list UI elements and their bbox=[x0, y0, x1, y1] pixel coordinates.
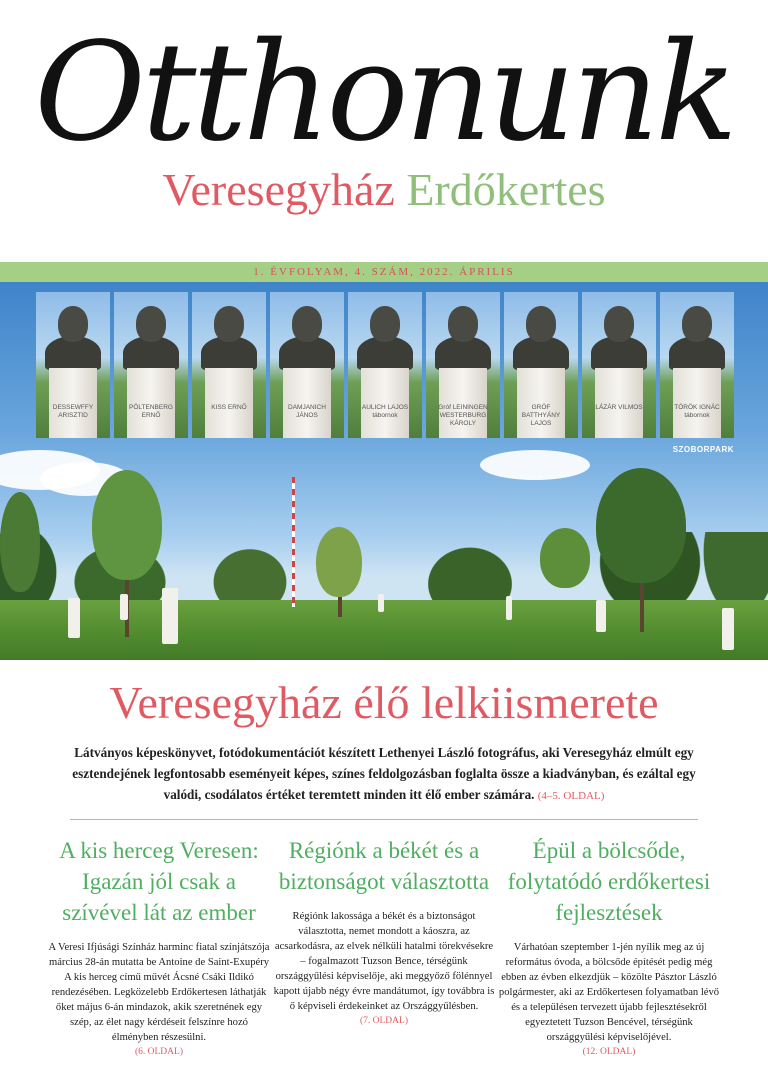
pedestal-post bbox=[506, 596, 512, 620]
lawn bbox=[0, 600, 768, 660]
tree bbox=[0, 492, 40, 592]
photo-caption-szoborpark: SZOBORPARK bbox=[672, 445, 734, 454]
bust-photo bbox=[192, 292, 266, 438]
tree bbox=[596, 468, 686, 583]
article-title: A kis herceg Veresen: Igazán jól csak a szívével lát az ember bbox=[59, 838, 259, 925]
bust-plaque: LÁZÁR VILMOS bbox=[595, 404, 643, 411]
pedestal-post bbox=[378, 594, 384, 612]
lead-page-ref: (4–5. OLDAL) bbox=[537, 790, 605, 802]
bust-plaque: Gróf LEININGEN WESTERBURG KÁROLY bbox=[438, 404, 488, 427]
subtitle-veresegyhaz: Veresegyház bbox=[162, 164, 395, 215]
bust-plaque: KISS ERNŐ bbox=[211, 404, 247, 411]
bust-pedestal bbox=[595, 368, 643, 438]
bust-head bbox=[370, 306, 400, 342]
tree bbox=[92, 470, 162, 580]
bust-photo bbox=[582, 292, 656, 438]
cover-photo bbox=[0, 282, 768, 660]
bust-pedestal bbox=[283, 368, 331, 438]
pedestal-post bbox=[120, 594, 128, 620]
pedestal-post bbox=[722, 608, 734, 650]
lead-paragraph bbox=[70, 742, 698, 807]
bust-head bbox=[682, 306, 712, 342]
bust-photo bbox=[348, 292, 422, 438]
article-column-2 bbox=[273, 835, 495, 1028]
bust-head bbox=[58, 306, 88, 342]
bust-plaque: AULICH LAJOS tábornok bbox=[361, 404, 409, 419]
bust-pedestal bbox=[673, 368, 721, 438]
article-page-ref: (7. OLDAL) bbox=[359, 1016, 408, 1026]
article-text: Várhatóan szeptember 1-jén nyílik meg az új református óvoda, a bölcsőde építését pedig még ebben az évben elkezdjük – közölte Pásztor László polgármester, aki az Erdőkertesen folyamatban lévő és a településen tervezett újabb fejlesztésekről egyeztetett Tuzson Bencével, térségünk országgyűlési képviselőjével. bbox=[498, 942, 720, 1043]
bust-photo bbox=[504, 292, 578, 438]
bust-head bbox=[526, 306, 556, 342]
newspaper-subtitle bbox=[0, 162, 768, 218]
pedestal-post bbox=[162, 588, 178, 644]
bust-photo bbox=[114, 292, 188, 438]
bust-photo bbox=[426, 292, 500, 438]
bust-pedestal bbox=[205, 368, 253, 438]
article-text: Régiónk lakossága a békét és a biztonságot választotta, nemet mondott a káoszra, az acsarkodásra, az elvek nélküli hatalmi törekvésekre – fogalmazott Tuzson Bence, térségünk országgyűlési képviselője, aki meggyőző fölénnyel kapott újabb négy évre mandátumot, így továbbra is ő képviseli érdekeinket az Országgyűlésben. bbox=[273, 911, 495, 1012]
bust-photo bbox=[270, 292, 344, 438]
article-column-3 bbox=[498, 835, 720, 1059]
bust-plaque: DAMJANICH JÁNOS bbox=[288, 404, 326, 419]
bust-photo bbox=[36, 292, 110, 438]
subtitle-erdokertes: Erdőkertes bbox=[406, 164, 606, 215]
bust-head bbox=[448, 306, 478, 342]
maypole bbox=[292, 477, 295, 607]
pedestal-post bbox=[596, 600, 606, 632]
tree bbox=[316, 527, 362, 597]
bust-pedestal bbox=[361, 368, 409, 438]
masthead bbox=[0, 0, 768, 260]
bust-pedestal bbox=[127, 368, 175, 438]
bust-photo bbox=[660, 292, 734, 438]
cloud bbox=[480, 450, 590, 480]
issue-info-bar: 1. ÉVFOLYAM, 4. SZÁM, 2022. ÁPRILIS bbox=[0, 262, 768, 282]
pedestal-post bbox=[68, 598, 80, 638]
article-title: Régiónk a békét és a biztonságot választotta bbox=[278, 838, 490, 894]
article-column-1 bbox=[48, 835, 270, 1059]
lead-text: Látványos képeskönyvet, fotódokumentációt készített Lethenyei László fotográfus, aki Veresegyház elmúlt egy esztendejének legfontosabb eseményeit képes, színes feldolgozásban foglalta össze a kiadványban, és ezáltal egy valódi, csodálatos értéket teremtett minden itt élő ember számára. bbox=[72, 745, 696, 802]
article-page-ref: (6. OLDAL) bbox=[134, 1047, 183, 1057]
bust-plaque: TÖRÖK IGNÁC tábornok bbox=[674, 404, 720, 419]
newspaper-logo-title: Otthonunk bbox=[34, 14, 734, 172]
bust-head bbox=[136, 306, 166, 342]
bust-head bbox=[214, 306, 244, 342]
bust-pedestal bbox=[49, 368, 97, 438]
bust-head bbox=[604, 306, 634, 342]
main-headline: Veresegyház élő lelkiismerete bbox=[109, 677, 659, 728]
tree bbox=[540, 528, 590, 588]
bust-plaque: DESSEWFFY ARISZTID bbox=[52, 404, 94, 419]
section-divider bbox=[70, 819, 698, 820]
article-text: A Veresi Ifjúsági Színház harminc fiatal színjátszója március 28-án mutatta be Antoine de Saint-Exupéry A kis herceg című művét Ácsné Csáki Ildikó rendezésében. Legközelebb Erdőkertesen láthatják őket május 6-án mindazok, akik szeretnének egy szép, az élet nagy kérdéseit felszínre hozó élményben részesülni. bbox=[48, 942, 270, 1043]
bust-head bbox=[292, 306, 322, 342]
bust-strip bbox=[0, 282, 768, 447]
bust-plaque: PÖLTENBERG ERNŐ bbox=[129, 404, 173, 419]
article-title: Épül a bölcsőde, folytatódó erdőkertesi fejlesztések bbox=[507, 838, 711, 925]
bust-plaque: GRÓF BATTHYÁNY LAJOS bbox=[521, 404, 561, 427]
article-page-ref: (12. OLDAL) bbox=[582, 1047, 636, 1057]
